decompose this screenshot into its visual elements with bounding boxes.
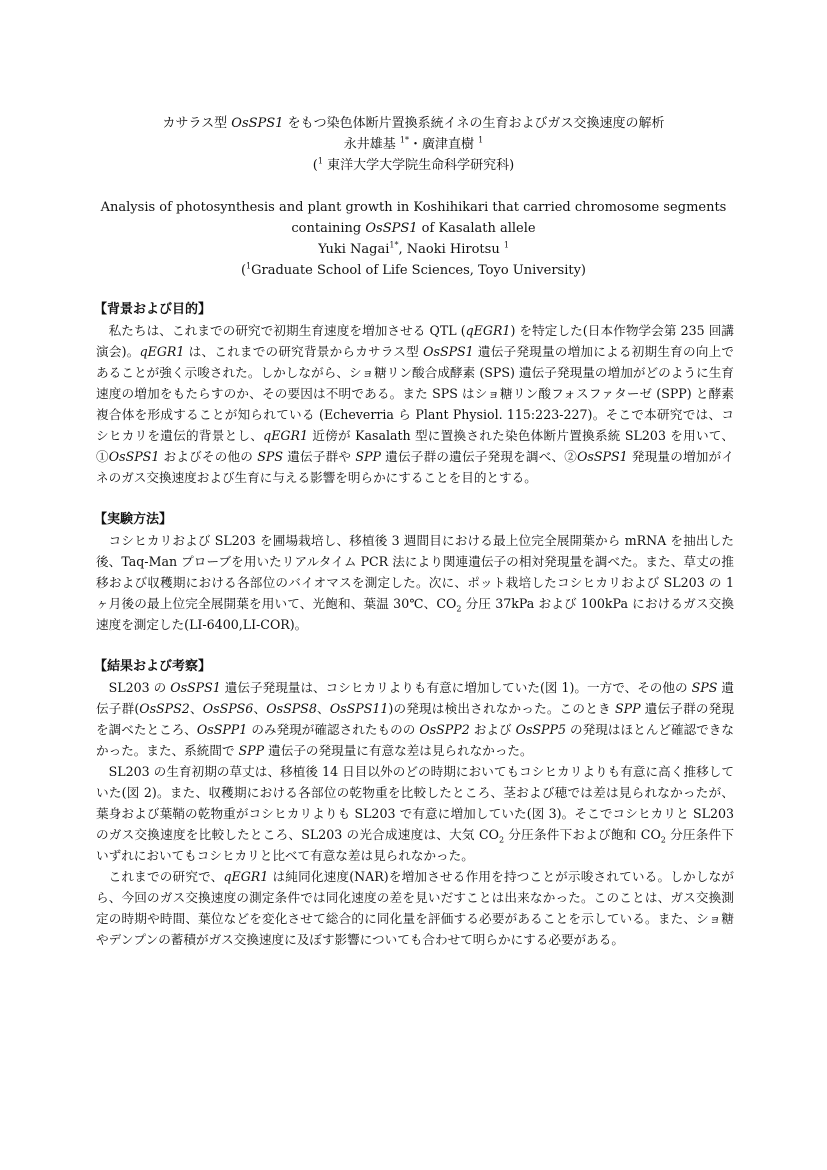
jp-affiliation: ($^1$ 東洋大学大学院生命科学研究科) [312, 156, 515, 173]
section-heading-results: 【結果および考察】 [94, 659, 212, 674]
results-paragraph-2: SL203 の生育初期の草丈は、移植後 14 日目以外のどの時期においてもコシヒカリよりも有意に高く推移していた(図 2)。また、収穫期における各部位の乾物重を比較したところ、茎および穂では差は見られなかったが、葉身および葉鞘の乾物重がコシヒカリよりも SL203 で有意に増加していた(図 3)。そこでコシヒカリと SL203 のガス交換速度を比較したところ、SL203 の光合成速度は、大気 $CO_2$ 分圧条件下および飽和 $CO_2$ 分圧条件下いずれにおいてもコシヒカリと比べて有意な差は見られなかった。 [96, 764, 734, 863]
background-paragraph: 私たちは、これまでの研究で初期生育速度を増加させる QTL (qEGR1) を特定した(日本作物学会第 235 回講演会)。qEGR1 は、これまでの研究背景からカサラス型 OsSPS1 遺伝子発現量の増加による初期生育の向上であることが強く示唆された。しかしながら、ショ糖リン酸合成酵素 (SPS) 遺伝子発現量の増加がどのように生育速度の増加をもたらすのか、その要因は不明である。また SPS はショ糖リン酸フォスファターゼ (SPP) と酵素複合体を形成することが知られている (Echeverria ら Plant Physiol. 115:223-227)。そこで本研究では、コシヒカリを遺伝的背景とし、qEGR1 近傍が Kasalath 型に置換された染色体断片置換系統 SL203 を用いて、①OsSPS1 およびその他の SPS 遺伝子群や SPP 遺伝子群の遺伝子発現を調べ、②OsSPS1 発現量の増加がイネのガス交換速度および生育に与える影響を明らかにすることを目的とする。 [96, 323, 735, 485]
section-heading-background: 【背景および目的】 [94, 302, 212, 317]
en-title-line2: containing OsSPS1 of Kasalath allele [291, 221, 536, 236]
jp-title: カサラス型 OsSPS1 をもつ染色体断片置換系統イネの生育およびガス交換速度の解析 [162, 116, 665, 131]
section-heading-methods: 【実験方法】 [94, 512, 173, 527]
title-block [80, 113, 747, 281]
en-authors: Yuki Nagai$^{1*}$, Naoki Hirotsu $^1$ [318, 240, 509, 257]
gene-name: OsSPS1 [231, 116, 284, 131]
en-affiliation: ($^1$Graduate School of Life Sciences, Toyo University) [240, 261, 587, 278]
jp-authors: 永井雄基 $^{1*}$・廣津直樹 $^1$ [343, 135, 484, 152]
gene-name: OsSPS1 [365, 221, 418, 236]
abstract-body [96, 299, 734, 950]
en-title-line1: Analysis of photosynthesis and plant growth in Koshihikari that carried chromosome segments [100, 200, 727, 215]
methods-paragraph: コシヒカリおよび SL203 を圃場栽培し、移植後 3 週間目における最上位完全展開葉から mRNA を抽出した後、Taq-Man プローブを用いたリアルタイム PCR 法により関連遺伝子の相対発現量を調べた。また、草丈の推移および収穫期における各部位のバイオマスを測定した。次に、ポット栽培したコシヒカリおよび SL203 の 1 ヶ月後の最上位完全展開葉を用いて、光飽和、葉温 30℃、$CO_2$ 分圧 37kPa および 100kPa におけるガス交換速度を測定した(LI-6400,LI-COR)。 [96, 533, 734, 632]
results-paragraph-3: これまでの研究で、qEGR1 は純同化速度(NAR)を増加させる作用を持つことが示唆されている。しかしながら、今回のガス交換速度の測定条件では同化速度の差を見いだすことは出来なかった。このことは、ガス交換測定の時期や時間、葉位などを変化させて総合的に同化量を評価する必要があることを示している。また、ショ糖やデンプンの蓄積がガス交換速度に及ぼす影響についても合わせて明らかにする必要がある。 [96, 869, 734, 947]
results-paragraph-1: SL203 の OsSPS1 遺伝子発現量は、コシヒカリよりも有意に増加していた(図 1)。一方で、その他の SPS 遺伝子群(OsSPS2、OsSPS6、OsSPS8、OsSPS11)の発現は検出されなかった。このとき SPP 遺伝子群の発現を調べたところ、OsSPP1 のみ発現が確認されたものの OsSPP2 および OsSPP5 の発現はほとんど確認できなかった。また、系統間で SPP 遺伝子の発現量に有意な差は見られなかった。 [96, 680, 735, 758]
